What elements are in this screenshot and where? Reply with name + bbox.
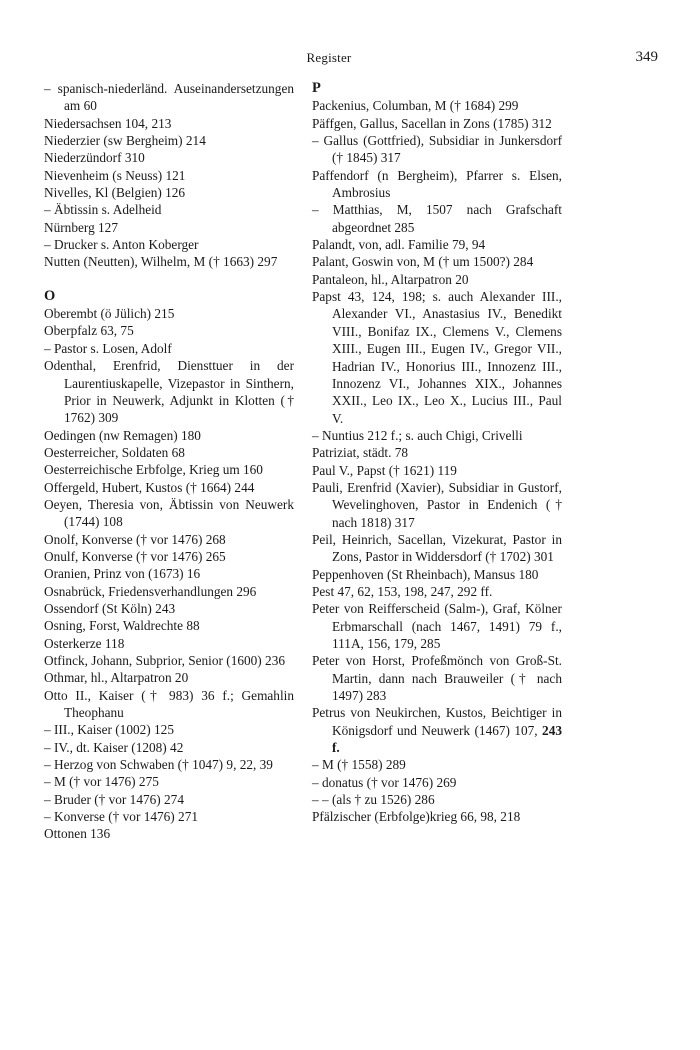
page-number: 349 (635, 49, 658, 65)
index-entry: Pest 47, 62, 153, 198, 247, 292 ff. (312, 583, 493, 599)
index-entry: – M († vor 1476) 275 (44, 774, 159, 790)
index-entry: – Herzog von Schwaben († 1047) 9, 22, 39 (44, 757, 273, 773)
index-entry: Onulf, Konverse († vor 1476) 265 (44, 548, 226, 564)
index-entry: Osning, Forst, Waldrechte 88 (44, 618, 200, 634)
section-letter-p: P (312, 80, 321, 96)
index-group (44, 80, 294, 271)
index-entry: Nievenheim (s Neuss) 121 (44, 167, 186, 183)
index-entry: Peter von Horst, Profeßmönch von Groß-St. Martin, dann nach Brauweiler († nach 1497) 283 (312, 653, 562, 704)
index-entry: – IV., dt. Kaiser (1208) 42 (44, 739, 184, 755)
index-entry: Palant, Goswin von, M († um 1500?) 284 (312, 254, 534, 270)
index-entry: Ossendorf (St Köln) 243 (44, 600, 176, 616)
running-header-title: Register (306, 50, 352, 65)
index-entry: Oberembt (ö Jülich) 215 (44, 306, 175, 322)
index-entry: Päffgen, Gallus, Sacellan in Zons (1785) 312 (312, 115, 552, 131)
index-entry: Peppenhoven (St Rheinbach), Mansus 180 (312, 566, 539, 582)
index-entry: Otfinck, Johann, Subprior, Senior (1600) 236 (44, 653, 285, 668)
index-entry: – Drucker s. Anton Koberger (44, 237, 199, 253)
index-entry: – donatus († vor 1476) 269 (312, 774, 457, 790)
index-entry: Nivelles, Kl (Belgien) 126 (44, 185, 186, 201)
index-entry: Offergeld, Hubert, Kustos († 1664) 244 (44, 479, 255, 495)
index-entry: – III., Kaiser (1002) 125 (44, 722, 174, 738)
index-entry: Pfälzischer (Erbfolge)krieg 66, 98, 218 (312, 809, 521, 825)
index-entry: Palandt, von, adl. Familie 79, 94 (312, 237, 486, 253)
index-entry: – Gallus (Gottfried), Subsidiar in Junkersdorf († 1845) 317 (312, 133, 562, 166)
index-entry: – Nuntius 212 f.; s. auch Chigi, Crivelli (312, 427, 523, 443)
index-entry: Nutten (Neutten), Wilhelm, M († 1663) 297 (44, 254, 278, 270)
index-entry: Pauli, Erenfrid (Xavier), Subsidiar in Gustorf, Wevelinghoven, Pastor in Endenich († nach 1818) 317 (312, 479, 562, 530)
index-entry: – spanisch-niederländ. Auseinandersetzungen am 60 (44, 81, 294, 114)
index-entry (312, 704, 562, 756)
index-entry: Oeyen, Theresia von, Äbtissin von Neuwerk (1744) 108 (44, 496, 294, 530)
index-entry: Peter von Reifferscheid (Salm-), Graf, Kölner Erbmarschall (nach 1467, 1491) 79 f., 111A, 156, 179, 285 (312, 601, 562, 651)
index-group (312, 756, 562, 825)
index-entry: Niedersachsen 104, 213 (44, 115, 172, 131)
index-entry: – Äbtissin s. Adelheid (44, 202, 162, 218)
index-entry: Papst 43, 124, 198; s. auch Alexander III., Alexander VI., Anastasius IV., Benedikt VIII., Bonifaz IX., Clemens V., Clemens XIII., Eugen III., Eugen IV., Gregor VII., Hadrian IV., Honorius III., Innozenz III., Innozenz VI., Johannes XIX., Johannes XXII., Leo IX., Leo X., Lucius III., Paul V. (312, 289, 562, 426)
index-entry: Otto II., Kaiser († 983) 36 f.; Gemahlin Theophanu (44, 687, 294, 721)
index-entry: Oesterreicher, Soldaten 68 (44, 444, 185, 460)
index-entry: – Bruder († vor 1476) 274 (44, 791, 184, 807)
index-entry-text: Petrus von Neukirchen, Kustos, Beichtiger in Königsdorf und Neuwerk (1467) 107, (312, 705, 562, 738)
index-entry: Paul V., Papst († 1621) 119 (312, 462, 457, 478)
index-entry: Peil, Heinrich, Sacellan, Vizekurat, Pastor in Zons, Pastor in Widdersdorf († 1702) 301 (312, 531, 562, 565)
index-column-left (44, 80, 294, 843)
index-group (44, 305, 294, 843)
index-entry: Niederzier (sw Bergheim) 214 (44, 133, 206, 149)
section-gap (44, 271, 294, 288)
index-entry: Oesterreichische Erbfolge, Krieg um 160 (44, 462, 263, 478)
index-entry: Paffendorf (n Bergheim), Pfarrer s. Elsen, Ambrosius (312, 167, 562, 201)
index-entry: Oedingen (nw Remagen) 180 (44, 427, 201, 443)
index-entry: Oberpfalz 63, 75 (44, 323, 134, 339)
index-entry: Odenthal, Erenfrid, Diensttuer in der Laurentiuskapelle, Vizepastor in Sinthern, Prior in Neuwerk, Adjunkt in Klotten († 1762) 309 (44, 358, 294, 426)
section-letter-o: O (44, 287, 56, 304)
index-entry: – Matthias, M, 1507 nach Grafschaft abgeordnet 285 (312, 202, 562, 235)
index-entry: – Pastor s. Losen, Adolf (44, 340, 172, 356)
index-group (312, 97, 562, 704)
index-entry: Packenius, Columban, M († 1684) 299 (312, 98, 519, 114)
index-entry: Niederzündorf 310 (44, 150, 145, 166)
index-column-right (312, 80, 562, 826)
index-entry: Othmar, hl., Altarpatron 20 (44, 670, 189, 686)
index-entry: – Konverse († vor 1476) 271 (44, 809, 198, 825)
index-entry: Onolf, Konverse († vor 1476) 268 (44, 531, 226, 547)
index-entry: Pantaleon, hl., Altarpatron 20 (312, 271, 469, 287)
index-entry: – M († 1558) 289 (312, 757, 406, 773)
index-entry: Osnabrück, Friedensverhandlungen 296 (44, 583, 257, 599)
index-entry: – – (als † zu 1526) 286 (312, 792, 435, 808)
index-entry: Patriziat, städt. 78 (312, 445, 409, 461)
index-entry: Osterkerze 118 (44, 635, 125, 651)
index-entry: Ottonen 136 (44, 826, 111, 842)
index-entry: Nürnberg 127 (44, 219, 118, 235)
index-entry-bold-ref: 243 f. (332, 722, 562, 756)
index-entry: Oranien, Prinz von (1673) 16 (44, 566, 201, 582)
